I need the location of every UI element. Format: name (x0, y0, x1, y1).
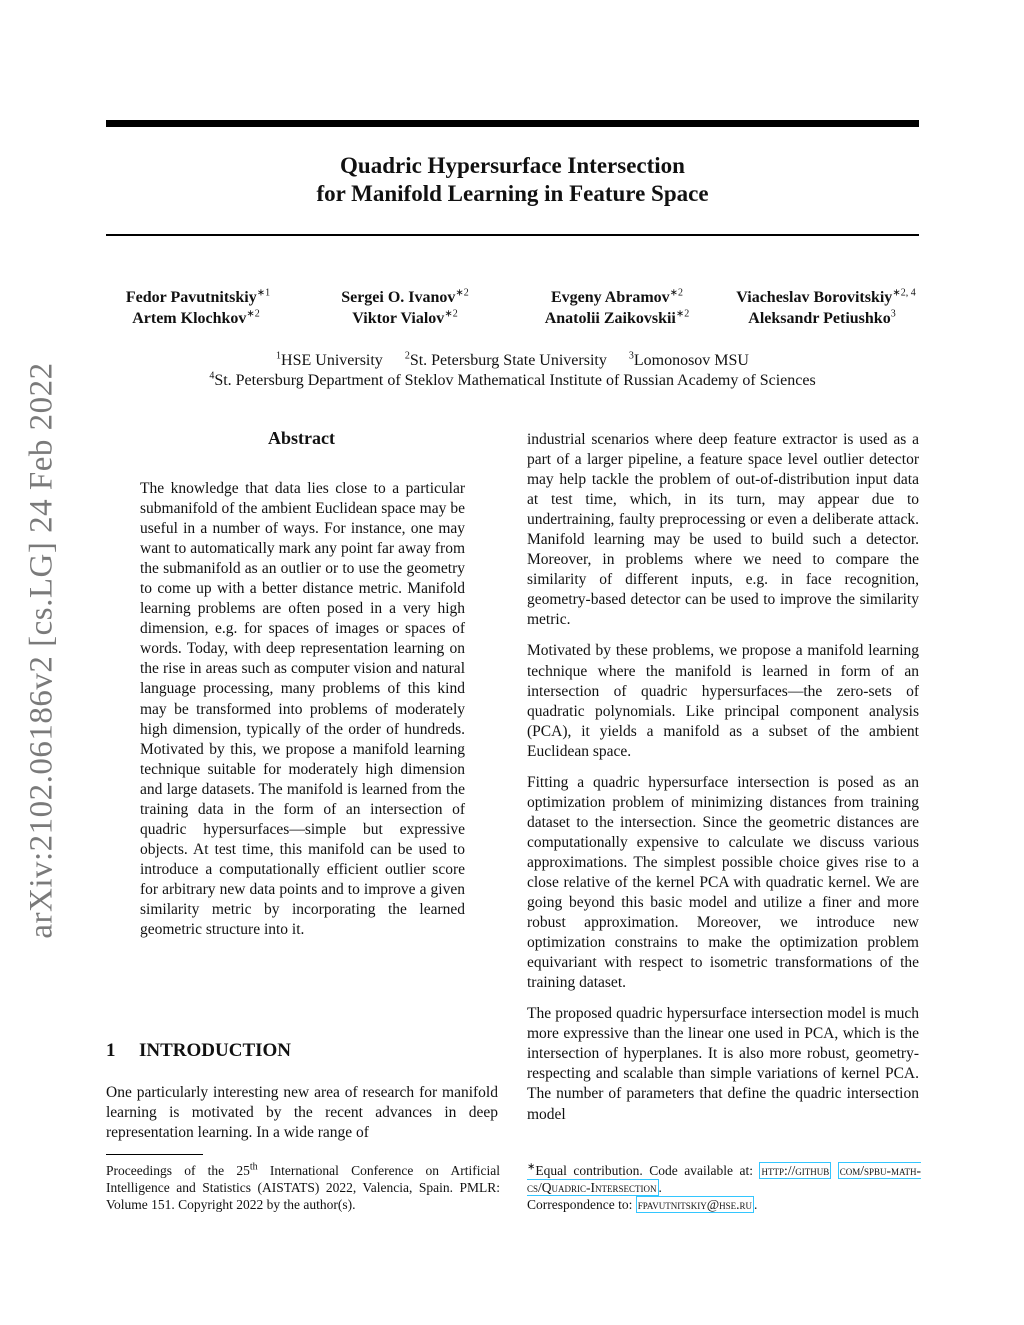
affiliations-line-1: $^1$HSE University $^2$St. Petersburg State University $^3$Lomonosov MSU (276, 350, 749, 369)
body-paragraph: industrial scenarios where deep feature extractor is used as a part of a larger pipeline, a feature space level outlier detector may help tackle the problem of out-of-distribution input data at test time, which, in its turn, may appear due to undertraining, faulty preprocessing or even a deliberate attack. Manifold learning may be used to build such a detector. Moreover, in problems where we need to compare the similarity of different inputs, e.g. in face recognition, geometry-based detector can be used to improve the similarity metric. (527, 431, 919, 629)
email-link[interactable]: fpavutnitskiy@hse.ru (637, 1197, 753, 1213)
author: Artem Klochkov$^{∗2}$ (132, 308, 260, 327)
body-paragraph: The proposed quadric hypersurface intersection model is much more expressive than the linear one used in PCA, which is the intersection of hyperplanes. It is also more robust, geometry-respecting and scalable than simple variations of kernel PCA. The number of parameters that define the quadric intersection model (527, 1005, 919, 1123)
intro-paragraph: One particularly interesting new area of research for manifold learning is motivated by the recent advances in deep representation learning. In a wide range of (106, 1084, 498, 1142)
arxiv-stamp-text: arXiv:2102.06186v2 [cs.LG] 24 Feb 2022 (23, 361, 60, 939)
code-link[interactable]: http://github (761, 1163, 830, 1178)
title-line-1: Quadric Hypersurface Intersection (340, 153, 685, 178)
section-title: INTRODUCTION (139, 1040, 292, 1061)
section-heading (106, 1040, 291, 1062)
section-number: 1 (106, 1040, 116, 1061)
title-rule-top (106, 120, 919, 127)
affiliation: HSE University (281, 352, 383, 369)
footnote-rule (106, 1154, 203, 1155)
author: Sergei O. Ivanov$^{∗2}$ (341, 287, 469, 306)
author: Aleksandr Petiushko$^3$ (748, 308, 896, 327)
code-link[interactable]: com/spbu-math-cs/Quadric-Intersection (527, 1163, 921, 1196)
right-column (527, 430, 919, 1136)
title-rule-bottom (106, 234, 919, 236)
arxiv-stamp (20, 355, 64, 945)
abstract-text: The knowledge that data lies close to a particular submanifold of the ambient Euclidean space may be useful in a number of ways. For instance, one may want to automatically mark any point far away from the submanifold as an outlier or to use the geometry to come up with a better distance metric. Manifold learning problems are often posed in a very high dimension, e.g. for spaces of images or spaces of words. Today, with deep representation learning on the rise in areas such as computer vision and natural language processing, many problems of this kind may be transformed into problems of moderately high dimension, typically of the order of hundreds. Motivated by this, we propose a manifold learning technique suitable for moderately high dimension and large datasets. The manifold is learned from the training data in the form of an intersection of quadric hypersurfaces—simple but expressive objects. At test time, this manifold can be used to introduce a computationally efficient outlier score for arbitrary new data points and to improve a given similarity metric by incorporating the learned geometric structure into it. (140, 480, 465, 939)
author: Viacheslav Borovitskiy$^{∗2, 4}$ (736, 287, 916, 306)
affiliation: St. Petersburg State University (409, 352, 607, 369)
author: Fedor Pavutnitskiy$^{∗1}$ (125, 287, 271, 306)
author: Evgeny Abramov$^{∗2}$ (550, 287, 684, 306)
affiliations-line-2: $^4$St. Petersburg Department of Steklov Mathematical Institute of Russian Academy of Sciences (209, 370, 816, 389)
abstract-heading: Abstract (268, 428, 335, 448)
proceedings-footnote: Proceedings of the 25th International Conference on Artificial Intelligence and Statistics (AISTATS) 2022, Valencia, Spain. PMLR: Volume 151. Copyright 2022 by the author(s). (106, 1161, 500, 1213)
paper-title (106, 152, 919, 208)
body-paragraph: Motivated by these problems, we propose a manifold learning technique where the manifold is learned in form of an intersection of quadric hypersurfaces—the zero-sets of quadratic polynomials. Like principal component analysis (PCA), it yields a manifold as a subset of the ambient Euclidean space. (527, 642, 919, 760)
contribution-footnote: ∗Equal contribution. Code available at: http://github com/spbu-math-cs/Quadric-Intersection . Correspondence to: fpavutnitskiy@hse.ru . (527, 1161, 921, 1213)
affiliation: St. Petersburg Department of Steklov Mathematical Institute of Russian Academy of Sciences (214, 372, 816, 389)
author: Viktor Vialov$^{∗2}$ (352, 308, 458, 327)
affiliation: Lomonosov MSU (633, 352, 749, 369)
author: Anatolii Zaikovskii$^{∗2}$ (544, 308, 690, 327)
title-line-2: for Manifold Learning in Feature Space (316, 181, 709, 206)
body-paragraph: Fitting a quadric hypersurface intersection is posed as an optimization problem of minimizing distances from training dataset to the intersection. Since the geometric distances are computationally expensive to calculate we discuss various approximations. The simplest possible choice gives rise to a close relative of the kernel PCA with quadratic kernel. We are going beyond this basic model and utilize a finer and more robust approximation. Moreover, we introduce new optimization constrains to make the optimization problem equivariant with respect to isometric transformations of the training dataset. (527, 773, 919, 992)
